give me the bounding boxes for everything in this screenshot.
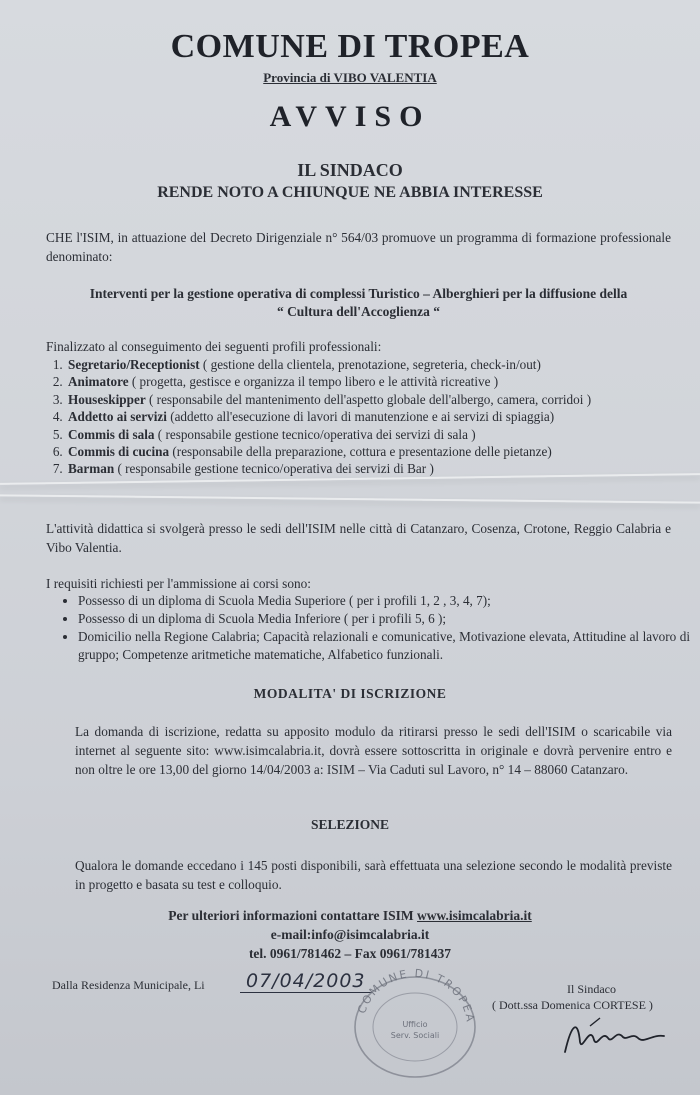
residence-label: Dalla Residenza Municipale, Li <box>52 978 205 992</box>
stamp-inner-line-1: Ufficio <box>402 1020 428 1029</box>
handwritten-signature-icon <box>560 1012 670 1057</box>
mayor-name: ( Dott.ssa Domenica CORTESE ) <box>492 998 653 1012</box>
profile-desc: (addetto all'esecuzione di lavori di manutenzione e ai servizi di spiaggia) <box>166 409 555 425</box>
contact-line <box>0 906 700 925</box>
profile-name: Commis di cucina <box>68 444 170 460</box>
list-item <box>66 408 691 425</box>
list-item <box>66 373 691 390</box>
list-item <box>66 460 691 477</box>
requirements-list <box>60 592 690 664</box>
phone-line: tel. 0961/781462 – Fax 0961/781437 <box>248 946 452 961</box>
programme-name <box>46 285 671 321</box>
profile-desc: ( responsabile del mantenimento dell'aspetto globale dell'albergo, camera, corridoi ) <box>145 391 592 407</box>
selection-paragraph: Qualora le domande eccedano i 145 posti disponibili, sarà effettuata una selezione secondo le modalità previste in progetto e basata su test e colloquio. <box>75 858 672 892</box>
list-item: • Possesso di un diploma di Scuola Media Superiore ( per i profili 1, 2 , 3, 4, 7); <box>78 592 690 610</box>
programme-line-1: Interventi per la gestione operativa di complessi Turistico – Alberghieri per la diffusione della <box>89 286 628 301</box>
profile-name: Segretario/Receptionist <box>68 357 200 372</box>
contact-prefix: Per ulteriori informazioni contattare ISIM <box>168 908 418 923</box>
profiles-intro: Finalizzato al conseguimento dei seguenti profili professionali: <box>46 339 382 354</box>
profile-name: Addetto ai servizi <box>68 409 167 425</box>
profile-desc: (responsabile della preparazione, cottura e presentazione delle pietanze) <box>169 444 552 460</box>
handwritten-date: 07/04/2003 <box>240 970 372 993</box>
stamp-inner-line-2: Serv. Sociali <box>390 1031 440 1040</box>
list-item <box>66 426 691 443</box>
profiles-list <box>46 356 691 478</box>
list-item <box>66 443 691 460</box>
svg-text:COMUNE DI TROPEA <box>355 967 477 1025</box>
requirements-intro: I requisiti richiesti per l'ammissione ai corsi sono: <box>46 576 311 591</box>
mayor-signature-label: Il Sindaco <box>567 982 616 996</box>
mayor-heading: IL SINDACO <box>297 160 403 180</box>
municipal-stamp-icon <box>345 965 485 1080</box>
profile-name: Barman <box>68 461 115 477</box>
profile-desc: ( responsabile gestione tecnico/operativa dei servizi di Bar ) <box>114 461 434 477</box>
profile-desc: ( progetta, gestisce e organizza il tempo libero e le attività ricreative ) <box>128 374 499 390</box>
profile-name: Commis di sala <box>68 426 155 442</box>
profile-desc: ( responsabile gestione tecnico/operativa dei servizi di sala ) <box>154 426 476 442</box>
profile-desc: ( gestione della clientela, prenotazione, segreteria, check-in/out) <box>199 357 541 372</box>
email-line[interactable]: e-mail:info@isimcalabria.it <box>270 927 430 942</box>
municipality-title: COMUNE DI TROPEA <box>170 28 530 65</box>
province-subtitle: Provincia di VIBO VALENTIA <box>263 70 437 85</box>
profile-name: Animatore <box>68 374 129 390</box>
list-item <box>66 391 691 408</box>
contact-block <box>0 906 700 963</box>
announcement-line: RENDE NOTO A CHIUNQUE NE ABBIA INTERESSE <box>157 184 543 201</box>
website-link[interactable]: www.isimcalabria.it <box>417 908 532 923</box>
intro-paragraph: CHE l'ISIM, in attuazione del Decreto Dirigenziale n° 564/03 promuove un programma di formazione professionale denominato: <box>46 230 671 264</box>
list-item: • Domicilio nella Regione Calabria; Capacità relazionali e comunicative, Motivazione elevata, Attitudine al lavoro di gruppo; Competenze aritmetiche matematiche, Alfabetico funzionali. <box>78 628 690 664</box>
enrollment-heading: MODALITA' DI ISCRIZIONE <box>253 686 447 701</box>
list-item: • Possesso di un diploma di Scuola Media Inferiore ( per i profili 5, 6 ); <box>78 610 690 628</box>
locations-paragraph: L'attività didattica si svolgerà presso le sedi dell'ISIM nelle città di Catanzaro, Cosenza, Crotone, Reggio Calabria e Vibo Valentia. <box>46 521 671 555</box>
stamp-ring-text: COMUNE DI TROPEA <box>355 966 477 1025</box>
programme-line-2: “ Cultura dell'Accoglienza “ <box>276 304 441 319</box>
selection-heading: SELEZIONE <box>310 817 390 832</box>
list-item <box>66 356 691 373</box>
enrollment-paragraph: La domanda di iscrizione, redatta su apposito modulo da ritirarsi presso le sedi dell'ISIM o scaricabile via internet al seguente sito: www.isimcalabria.it, dovrà essere sottoscritta in originale e dovrà pervenire entro e non oltre le ore 13,00 del giorno 14/04/2003 a: ISIM – Via Caduti sul Lavoro, n° 14 – 88060 Catanzaro. <box>75 724 672 777</box>
profile-name: Houseskipper <box>68 391 146 407</box>
notice-heading: AVVISO <box>269 100 431 133</box>
